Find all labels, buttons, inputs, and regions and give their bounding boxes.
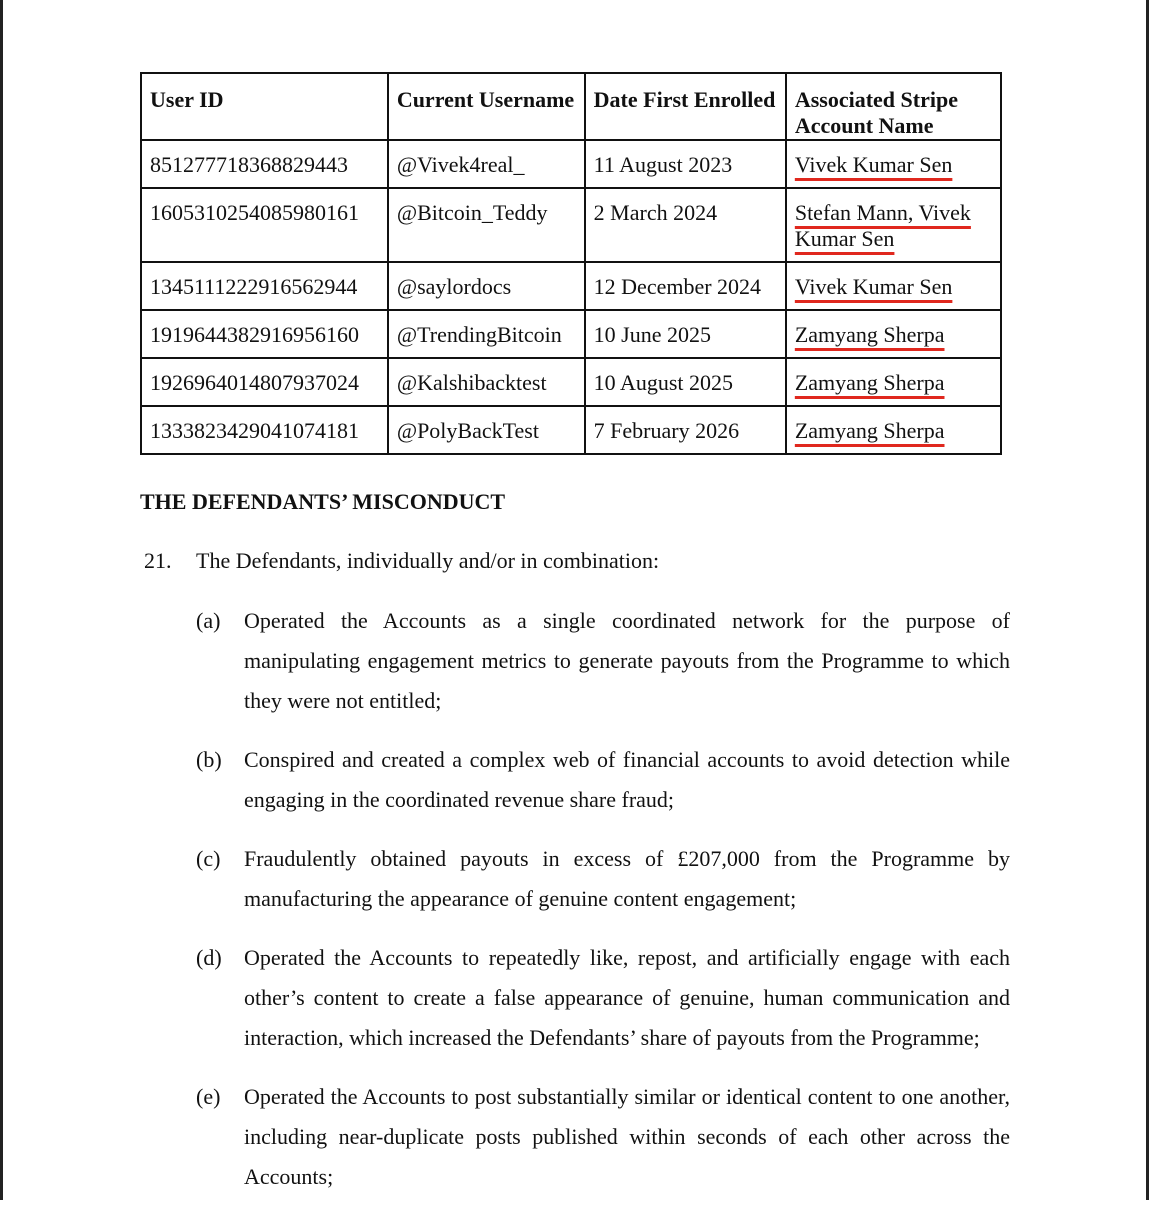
table-row	[141, 188, 1001, 262]
cell-username: @saylordocs	[388, 262, 585, 310]
list-item-text: Operated the Accounts to repeatedly like, repost, and artificially engage with each other’s content to create a false appearance of genuine, human communication and interaction, which increased the Defendants’ share of payouts from the Programme;	[244, 945, 1010, 1050]
list-item-marker: (b)	[196, 747, 222, 772]
table-row	[141, 406, 1001, 454]
list-item	[196, 1077, 1010, 1197]
list-item	[196, 839, 1010, 919]
cell-date: 10 June 2025	[585, 310, 786, 358]
underlined-account-name: Vivek Kumar Sen	[794, 274, 953, 299]
list-item-text: Conspired and created a complex web of financial accounts to avoid detection while engaging in the coordinated revenue share fraud;	[244, 747, 1010, 812]
cell-account-name	[786, 188, 1001, 262]
list-item-marker: (a)	[196, 608, 221, 633]
list-item	[196, 601, 1010, 721]
table-header-row	[141, 73, 1001, 140]
cell-account-name	[786, 406, 1001, 454]
cell-account-name	[786, 310, 1001, 358]
list-item	[196, 740, 1010, 820]
cell-username: @PolyBackTest	[388, 406, 585, 454]
table-row	[141, 310, 1001, 358]
list-item-text: Fraudulently obtained payouts in excess of £207,000 from the Programme by manufacturing the appearance of genuine content engagement;	[244, 846, 1010, 911]
list-item-text: Operated the Accounts as a single coordinated network for the purpose of manipulating engagement metrics to generate payouts from the Programme to which they were not entitled;	[244, 608, 1010, 713]
cell-date: 12 December 2024	[585, 262, 786, 310]
cell-user-id: 1605310254085980161	[141, 188, 388, 262]
header-user-id: User ID	[141, 73, 388, 140]
cell-user-id: 1926964014807937024	[141, 358, 388, 406]
header-date-first-enrolled: Date First Enrolled	[585, 73, 786, 140]
cell-username: @Vivek4real_	[388, 140, 585, 188]
underlined-account-name: Stefan Mann, Vivek Kumar Sen	[794, 200, 971, 251]
paragraph-number: 21.	[144, 548, 172, 573]
cell-user-id: 1345111222916562944	[141, 262, 388, 310]
cell-account-name	[786, 358, 1001, 406]
header-current-username: Current Username	[388, 73, 585, 140]
list-item-marker: (c)	[196, 846, 221, 871]
cell-date: 10 August 2025	[585, 358, 786, 406]
paragraph-text: The Defendants, individually and/or in combination:	[196, 548, 660, 573]
cell-account-name	[786, 140, 1001, 188]
header-stripe-account-name: Associated Stripe Account Name	[786, 73, 1001, 140]
cell-user-id: 1919644382916956160	[141, 310, 388, 358]
cell-date: 2 March 2024	[585, 188, 786, 262]
table-row	[141, 358, 1001, 406]
section-heading: THE DEFENDANTS’ MISCONDUCT	[140, 489, 506, 514]
cell-username: @Kalshibacktest	[388, 358, 585, 406]
table-row	[141, 262, 1001, 310]
cell-username: @Bitcoin_Teddy	[388, 188, 585, 262]
cell-username: @TrendingBitcoin	[388, 310, 585, 358]
misconduct-list	[196, 601, 1010, 1216]
list-item	[196, 938, 1010, 1058]
list-item-text: Operated the Accounts to post substantially similar or identical content to one another, including near-duplicate posts published within seconds of each other across the Accounts;	[244, 1084, 1010, 1189]
underlined-account-name: Zamyang Sherpa	[794, 370, 945, 395]
list-item-marker: (e)	[196, 1084, 221, 1109]
underlined-account-name: Vivek Kumar Sen	[794, 152, 953, 177]
cell-date: 11 August 2023	[585, 140, 786, 188]
cell-account-name	[786, 262, 1001, 310]
underlined-account-name: Zamyang Sherpa	[794, 322, 945, 347]
cell-user-id: 851277718368829443	[141, 140, 388, 188]
accounts-table	[140, 72, 1002, 455]
paragraph-21	[144, 548, 659, 574]
cell-user-id: 1333823429041074181	[141, 406, 388, 454]
list-item-marker: (d)	[196, 945, 222, 970]
table-row	[141, 140, 1001, 188]
cell-date: 7 February 2026	[585, 406, 786, 454]
underlined-account-name: Zamyang Sherpa	[794, 418, 945, 443]
